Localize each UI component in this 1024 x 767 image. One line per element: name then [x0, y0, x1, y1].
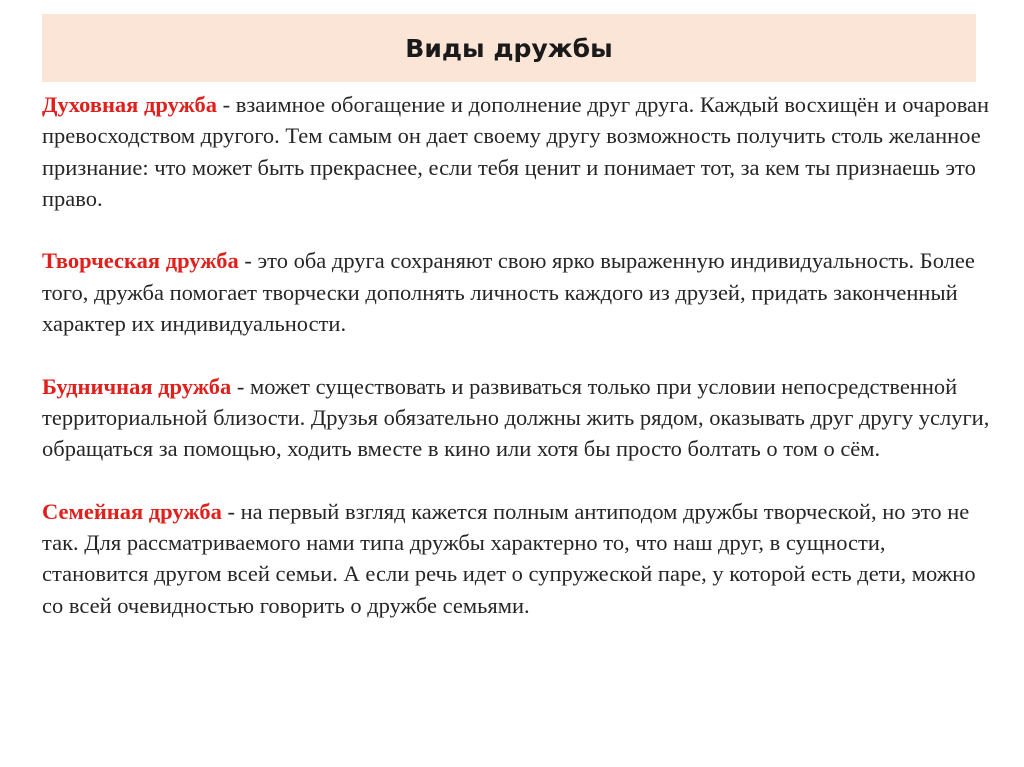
definition-everyday-friendship: - может существовать и развиваться только при условии непосредственной территориальной близости. Друзья обязательно должны жить рядом, оказывать друг другу услуги, обращаться за помощью, ходить вместе в кино или хотя бы просто болтать о том о сём. — [42, 373, 990, 462]
paragraph-creative-friendship — [42, 245, 992, 339]
term-family-friendship: Семейная дружба — [42, 498, 222, 524]
definition-creative-friendship: - это оба друга сохраняют свою ярко выраженную индивидуальность. Более того, дружба помогает творчески дополнять личность каждого из друзей, придать законченный характер их индивидуальности. — [42, 248, 975, 337]
term-everyday-friendship: Будничная дружба — [42, 373, 232, 399]
definition-spiritual-friendship: - взаимное обогащение и дополнение друг друга. Каждый восхищён и очарован превосходством другого. Тем самым он дает своему другу возможность получить столь желанное признание: что может быть прекраснее, если тебя ценит и понимает тот, за кем ты признаешь это право. — [42, 92, 990, 211]
paragraph-family-friendship — [42, 496, 992, 621]
slide-title: Виды дружбы — [405, 33, 613, 63]
term-creative-friendship: Творческая дружба — [42, 248, 239, 274]
paragraph-everyday-friendship — [42, 371, 992, 465]
term-spiritual-friendship: Духовная дружба — [42, 92, 218, 117]
definition-family-friendship: - на первый взгляд кажется полным антиподом дружбы творческой, но это не так. Для рассматриваемого нами типа дружбы характерно то, что наш друг, в сущности, становится другом всей семьи. А если речь идет о супружеской паре, у которой есть дети, можно со всей очевидностью говорить о дружбе семьями. — [42, 498, 976, 618]
paragraph-spiritual-friendship — [42, 89, 992, 214]
title-bar — [42, 14, 976, 82]
content-body — [42, 89, 992, 652]
